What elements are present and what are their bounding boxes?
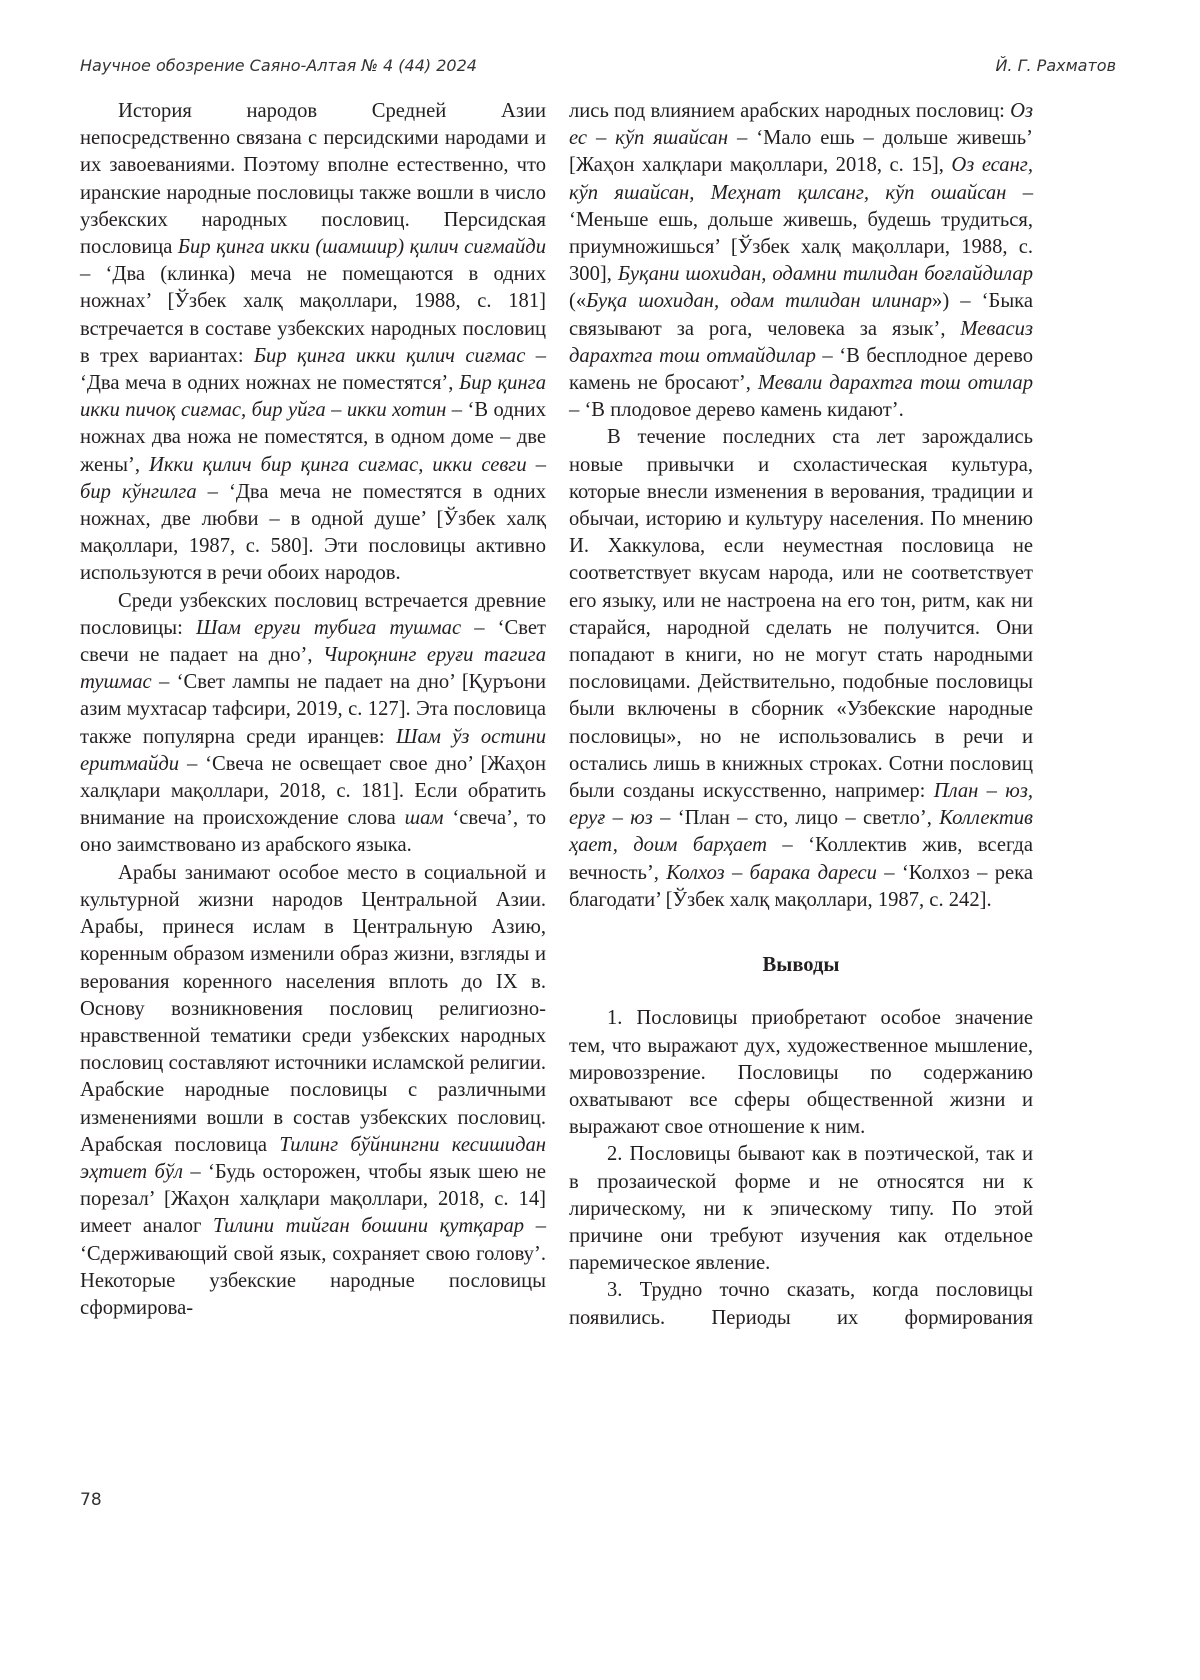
proverb-italic: Чироқнинг еруғи тагига тушмас [80, 644, 546, 693]
text-segment: Арабы занимают особое место в социальной и культурной жизни народов Центральной Азии. Арабы, принеся ислам в Центральную Азию, коренным образом изменили образ жизни, взгляды и верования коренного населения вплоть до IX в. Основу возникновения пословиц религиозно-нравственной тематики среди узбекских народных пословиц составляют источники исламской религии. Арабские народные пословицы с различными изменениями вошли в состав узбекских пословиц. Арабская пословица [80, 862, 546, 1156]
text-segment: ») – ‘Быка связывают за рога, человека за язык’, [569, 290, 1033, 339]
proverb-italic: Тилинг бўйнингни кесишидан эҳтиет бўл [80, 1134, 546, 1183]
proverb-italic: Буқа шохидан, одам тилидан илинар [586, 290, 932, 312]
paragraph [80, 98, 546, 588]
text-segment: – ‘Сдерживающий свой язык, сохраняет свою голову’. Некоторые узбекские народные пословицы сформирова- [80, 1215, 546, 1319]
text-segment: – ‘Два (клинка) меча не помещаются в одних ножнах’ [Ўзбек халқ мақоллари, 1988, с. 181] встречается в составе узбекских народных пословиц в трех вариантах: [80, 263, 546, 367]
text-segment: (« [569, 290, 586, 312]
proverb-italic: План – юз, еруғ – юз [569, 780, 1033, 829]
text-segment: Среди узбекских пословиц встречается древние пословицы: [80, 590, 546, 639]
text-segment: – ‘Колхоз – река благодати’ [Ўзбек халқ мақоллари, 1987, с. 242]. [569, 862, 1033, 911]
proverb-italic: Мевасиз дарахтга тош отмайдилар [569, 318, 1033, 367]
paragraph [569, 98, 1033, 424]
proverb-italic: Мевали дарахтга тош отилар [758, 372, 1033, 394]
conclusion-item [569, 1277, 1033, 1331]
proverb-italic: Шам еруғи тубига тушмас [196, 617, 461, 639]
conclusion-item [569, 1141, 1033, 1277]
text-segment: – ‘Свеча не освещает свое дно’ [Жаҳон халқлари мақоллари, 2018, с. 181]. Если обратить внимание на происхождение слова [80, 753, 546, 829]
text-segment: – ‘В бесплодное дерево камень не бросают’, [569, 345, 1033, 394]
text-segment: – ‘Два меча не поместятся в одних ножнах, две любви – в одной душе’ [Ўзбек халқ мақоллари, 1987, с. 580]. Эти пословицы активно используются в речи обоих народов. [80, 481, 546, 585]
text-segment: – ‘Свет лампы не падает на дно’ [Қуръони азим мухтасар тафсири, 2019, с. 127]. Эта пословица также популярна среди иранцев: [80, 671, 546, 747]
proverb-italic: Бир қинга икки қилич сиғмас [254, 345, 525, 367]
author-header: Й. Г. Рахматов [995, 56, 1116, 75]
text-segment: – ‘Два меча в одних ножнах не поместятся’, [80, 345, 546, 394]
proverb-italic: Колхоз – барака дареси [666, 862, 877, 884]
text-segment: – ‘Коллектив жив, всегда вечность’, [569, 834, 1033, 883]
text-segment: – ‘Свет свечи не падает на дно’, [80, 617, 546, 666]
conclusion-item [569, 1005, 1033, 1141]
journal-header: Научное обозрение Саяно-Алтая № 4 (44) 2024 [80, 56, 477, 75]
text-segment: – ‘Меньше ешь, дольше живешь, будешь трудиться, приумножишься’ [Ўзбек халқ мақоллари, 1988, с. 300], [569, 182, 1033, 286]
paragraph [80, 860, 546, 1322]
text-segment: 1. Пословицы приобретают особое значение тем, что выражают дух, художественное мышление, мировоззрение. Пословицы по содержанию охватывают все сферы общественной жизни и выражают свое отношение к ним. [569, 1007, 1033, 1138]
paragraph [80, 588, 546, 860]
proverb-italic: Шам ўз остини еритмайди [80, 726, 546, 775]
text-segment: – ‘В плодовое дерево камень кидают’. [569, 399, 904, 421]
text-segment: В течение последних ста лет зарождались новые привычки и схоластическая культура, которые внесли изменения в верования, традиции и обычаи, историю и культуру населения. По мнению И. Хаккулова, если неуместная пословица не соответствует вкусам народа, или не соответствует его языку, или не настроена на его тон, ритм, как ни старайся, народной сделать не получится. Они попадают в книги, но не могут стать народными пословицами. Действительно, подобные пословицы были включены в сборник «Узбекские народные пословицы», но не использовались в речи и остались лишь в книжных строках. Сотни пословиц были созданы искусственно, например: [569, 426, 1033, 802]
proverb-italic: Оз ес – кўп яшайсан [569, 100, 1033, 149]
proverb-italic: Коллектив ҳает, доим барҳает [569, 807, 1033, 856]
text-segment: – ‘План – сто, лицо – светло’, [653, 807, 939, 829]
text-segment: 3. Трудно точно сказать, когда пословицы появились. Периоды их формирования [569, 1279, 1033, 1328]
paragraph [569, 424, 1033, 914]
proverb-italic: Бир қинга икки пичоқ сиғмас, бир уйга – икки хотин [80, 372, 546, 421]
text-segment: – ‘Будь осторожен, чтобы язык шею не порезал’ [Жаҳон халқлари мақоллари, 2018, с. 14] имеет аналог [80, 1161, 546, 1237]
text-segment: – ‘В одних ножнах два ножа не поместятся, в одном доме – две жены’, [80, 399, 546, 475]
proverb-italic: Оз есанг, кўп яшайсан, Меҳнат қилсанг, кўп ошайсан [569, 154, 1033, 203]
text-segment: лись под влиянием арабских народных пословиц: [569, 100, 1010, 122]
text-segment: ‘свеча’, то оно заимствовано из арабского языка. [80, 807, 546, 856]
proverb-italic: Буқани шохидан, одамни тилидан боғлайдилар [618, 263, 1033, 285]
proverb-italic: Тилини тийган бошини қутқарар [213, 1215, 524, 1237]
right-column [569, 98, 1033, 1332]
proverb-italic: Икки қилич бир қинга сиғмас, икки севги – бир кўнгилга [80, 454, 546, 503]
proverb-italic: шам [405, 807, 444, 829]
left-column [80, 98, 546, 1322]
text-segment: 2. Пословицы бывают как в поэтической, так и в прозаической форме и не относятся ни к лирическому, ни к эпическому типу. По этой причине они требуют изучения как отдельное паремическое явление. [569, 1143, 1033, 1274]
section-heading: Выводы [569, 952, 1033, 979]
text-segment: История народов Средней Азии непосредственно связана с персидскими народами и их завоеваниями. Поэтому вполне естественно, что иранские народные пословицы также вошли в число узбекских народных пословиц. Персидская пословица [80, 100, 546, 258]
proverb-italic: Бир қинга икки (шамшир) қилич сиғмайди [178, 236, 546, 258]
text-segment: – ‘Мало ешь – дольше живешь’ [Жаҳон халқлари мақоллари, 2018, с. 15], [569, 127, 1033, 176]
page-number: 78 [80, 1490, 102, 1510]
